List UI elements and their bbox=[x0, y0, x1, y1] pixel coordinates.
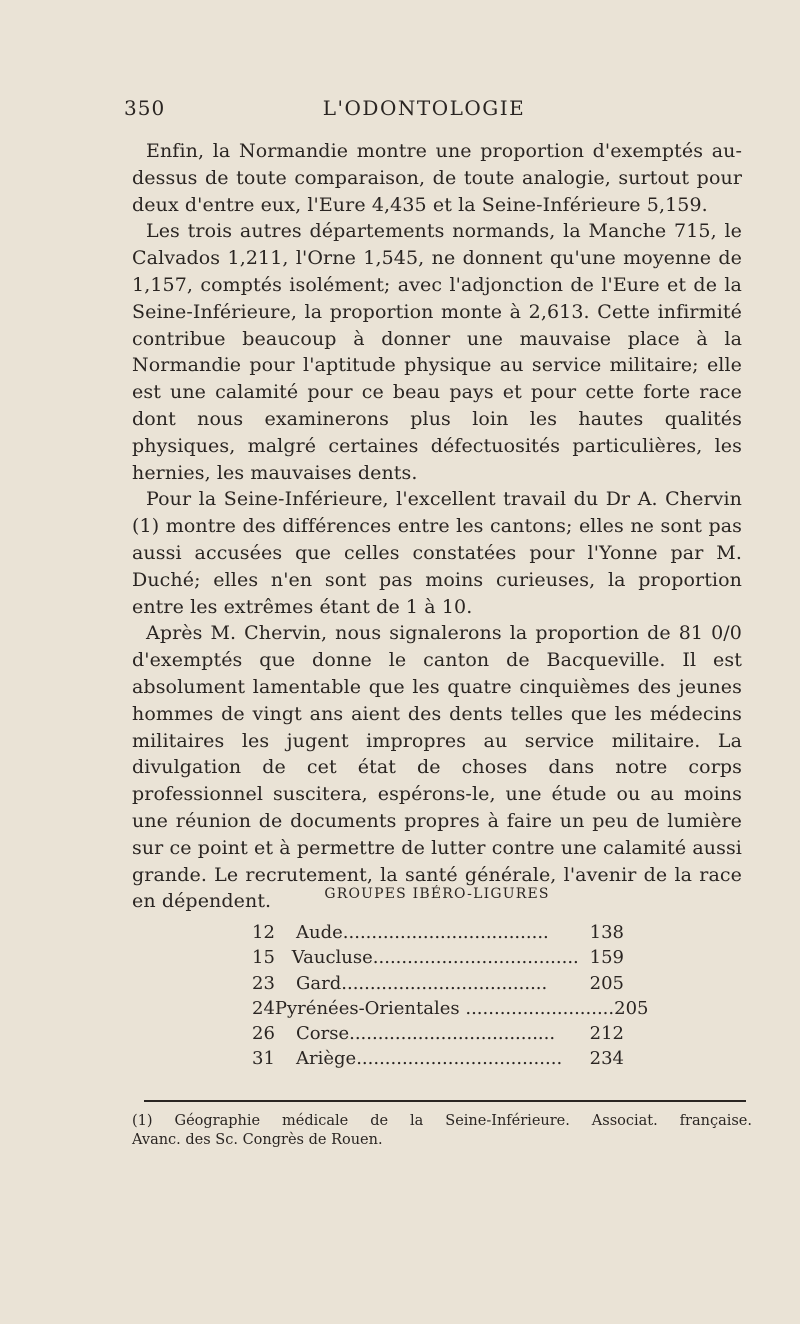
footnote-line-2: Avanc. des Sc. Congrès de Rouen. bbox=[132, 1132, 383, 1148]
table-row bbox=[252, 922, 624, 947]
paragraph-1: Enfin, la Normandie montre une proportion d'exemptés au-dessus de toute comparaison, de toute analogie, surtout pour deux d'entre eux, l'Eure 4,435 et la Seine-Inférieure 5,159. bbox=[132, 140, 742, 216]
table-row bbox=[252, 947, 624, 972]
row-value: 205 bbox=[614, 997, 649, 1019]
running-head: L'ODONTOLOGIE bbox=[322, 96, 526, 120]
footnote-rule bbox=[144, 1100, 746, 1102]
row-department: Gard.................................... bbox=[296, 972, 548, 994]
row-department: Ariège.................................... bbox=[296, 1048, 563, 1070]
footnote-line-1: (1) Géographie médicale de la Seine-Inférieure. Associat. française. bbox=[132, 1113, 752, 1129]
body-text bbox=[132, 138, 742, 915]
row-number: 26 bbox=[252, 1023, 275, 1045]
page-header bbox=[124, 96, 724, 126]
row-number: 23 bbox=[252, 972, 275, 994]
row-value: 234 bbox=[589, 1048, 624, 1070]
row-value: 138 bbox=[589, 922, 624, 943]
table-row bbox=[252, 973, 624, 998]
row-department: Aude.................................... bbox=[296, 922, 549, 943]
row-department: Vaucluse.................................... bbox=[291, 947, 579, 969]
row-number: 24 bbox=[252, 997, 275, 1019]
table-heading: GROUPES IBÉRO-LIGURES bbox=[324, 886, 550, 902]
row-value: 212 bbox=[589, 1023, 624, 1045]
row-number: 31 bbox=[252, 1048, 275, 1070]
footnote bbox=[132, 1112, 752, 1150]
table-row bbox=[252, 1023, 624, 1048]
row-value: 205 bbox=[589, 972, 624, 994]
paragraph-3: Pour la Seine-Inférieure, l'excellent travail du Dr A. Chervin (1) montre des différences entre les cantons; elles ne sont pas aussi accusées que celles constatées pour l'Yonne par M. Duché; elles n'en sont pas moins curieuses, la proportion entre les extrêmes étant de 1 à 10. bbox=[132, 488, 742, 618]
row-department: Pyrénées-Orientales .......................... bbox=[274, 997, 615, 1019]
paragraph-2: Les trois autres départements normands, la Manche 715, le Calvados 1,211, l'Orne 1,545, ne donnent qu'une moyenne de 1,157, comptés isolément; avec l'adjonction de l'Eure et de la Seine-Inférieure, la proportion monte à 2,613. Cette infirmité contribue beaucoup à donner une mauvaise place à la Normandie pour l'aptitude physique au service militaire; elle est une calamité pour ce beau pays et pour cette forte race dont nous examinerons plus loin les hautes qualités physiques, malgré certaines défectuosités particulières, les hernies, les mauvaises dents. bbox=[132, 220, 742, 484]
page-number: 350 bbox=[124, 96, 166, 120]
table-row bbox=[252, 997, 649, 1023]
table-row bbox=[252, 1048, 624, 1073]
row-value: 159 bbox=[589, 947, 624, 969]
row-number: 12 bbox=[252, 922, 275, 943]
row-number: 15 bbox=[252, 947, 275, 969]
row-department: Corse.................................... bbox=[296, 1023, 556, 1045]
paragraph-4: Après M. Chervin, nous signalerons la proportion de 81 0/0 d'exemptés que donne le canton de Bacqueville. Il est absolument lamentable que les quatre cinquièmes des jeunes hommes de vingt ans aient des dents telles que les médecins militaires les jugent impropres au service militaire. La divulgation de cet état de choses dans notre corps professionnel suscitera, espérons-le, une étude ou au moins une réunion de documents propres à faire un peu de lumière sur ce point et à permettre de lutter contre une calamité aussi grande. Le recrutement, la santé générale, l'avenir de la race en dépendent. bbox=[132, 622, 742, 913]
department-table bbox=[252, 922, 649, 1074]
